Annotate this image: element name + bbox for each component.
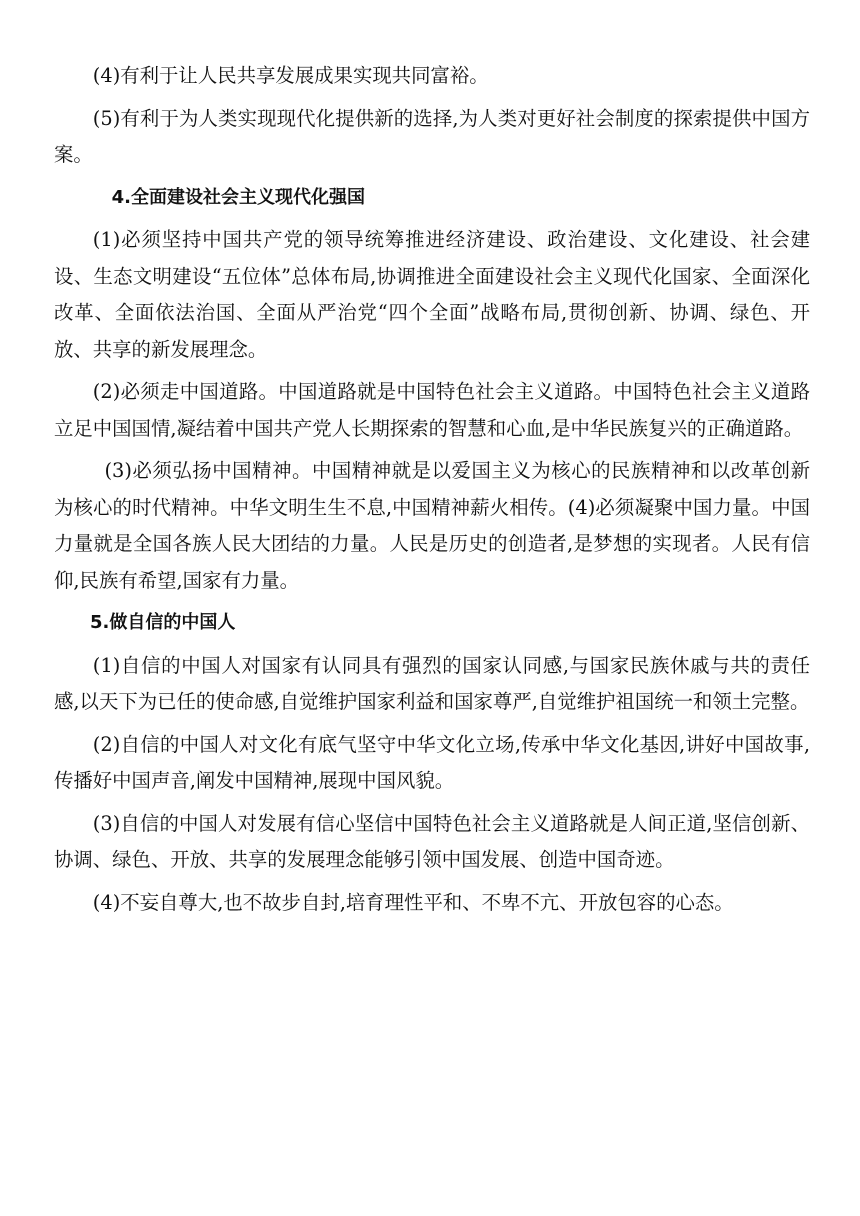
paragraph-4-1: (1)必须坚持中国共产党的领导统筹推进经济建设、政治建设、文化建设、社会建设、生态文明建设“五位体”总体布局,协调推进全面建设社会主义现代化国家、全面深化改革、全面依法治国、全面从严治党“四个全面”战略布局,贯彻创新、协调、绿色、开放、共享的新发展理念。 <box>54 228 810 361</box>
paragraph-4-3: (3)必须弘扬中国精神。中国精神就是以爱国主义为核心的民族精神和以改革创新为核心的时代精神。中华文明生生不息,中国精神薪火相传。(4)必须凝聚中国力量。中国力量就是全国各族人民大团结的力量。人民是历史的创造者,是梦想的实现者。人民有信仰,民族有希望,国家有力量。 <box>54 459 810 592</box>
paragraph-5-3: (3)自信的中国人对发展有信心坚信中国特色社会主义道路就是人间正道,坚信创新、协调、绿色、开放、共享的发展理念能够引领中国发展、创造中国奇迹。 <box>54 811 810 871</box>
section-heading-4: 4.全面建设社会主义现代化强国 <box>111 186 365 208</box>
paragraph-item-5: (5)有利于为人类实现现代化提供新的选择,为人类对更好社会制度的探索提供中国方案。 <box>54 106 810 166</box>
paragraph-item-4: (4)有利于让人民共享发展成果实现共同富裕。 <box>92 64 489 87</box>
paragraph-5-2: (2)自信的中国人对文化有底气坚守中华文化立场,传承中华文化基因,讲好中国故事,传播好中国声音,阐发中国精神,展现中国风貌。 <box>54 732 810 792</box>
document-page <box>54 58 810 921</box>
section-heading-5: 5.做自信的中国人 <box>90 612 236 633</box>
paragraph-5-4: (4)不妄自尊大,也不故步自封,培育理性平和、不卑不亢、开放包容的心态。 <box>92 890 734 914</box>
paragraph-4-2: (2)必须走中国道路。中国道路就是中国特色社会主义道路。中国特色社会主义道路立足中国国情,凝结着中国共产党人长期探索的智慧和心血,是中华民族复兴的正确道路。 <box>54 380 810 440</box>
paragraph-5-1: (1)自信的中国人对国家有认同具有强烈的国家认同感,与国家民族休戚与共的责任感,以天下为已任的使命感,自觉维护国家利益和国家尊严,自觉维护祖国统一和领土完整。 <box>54 653 810 713</box>
